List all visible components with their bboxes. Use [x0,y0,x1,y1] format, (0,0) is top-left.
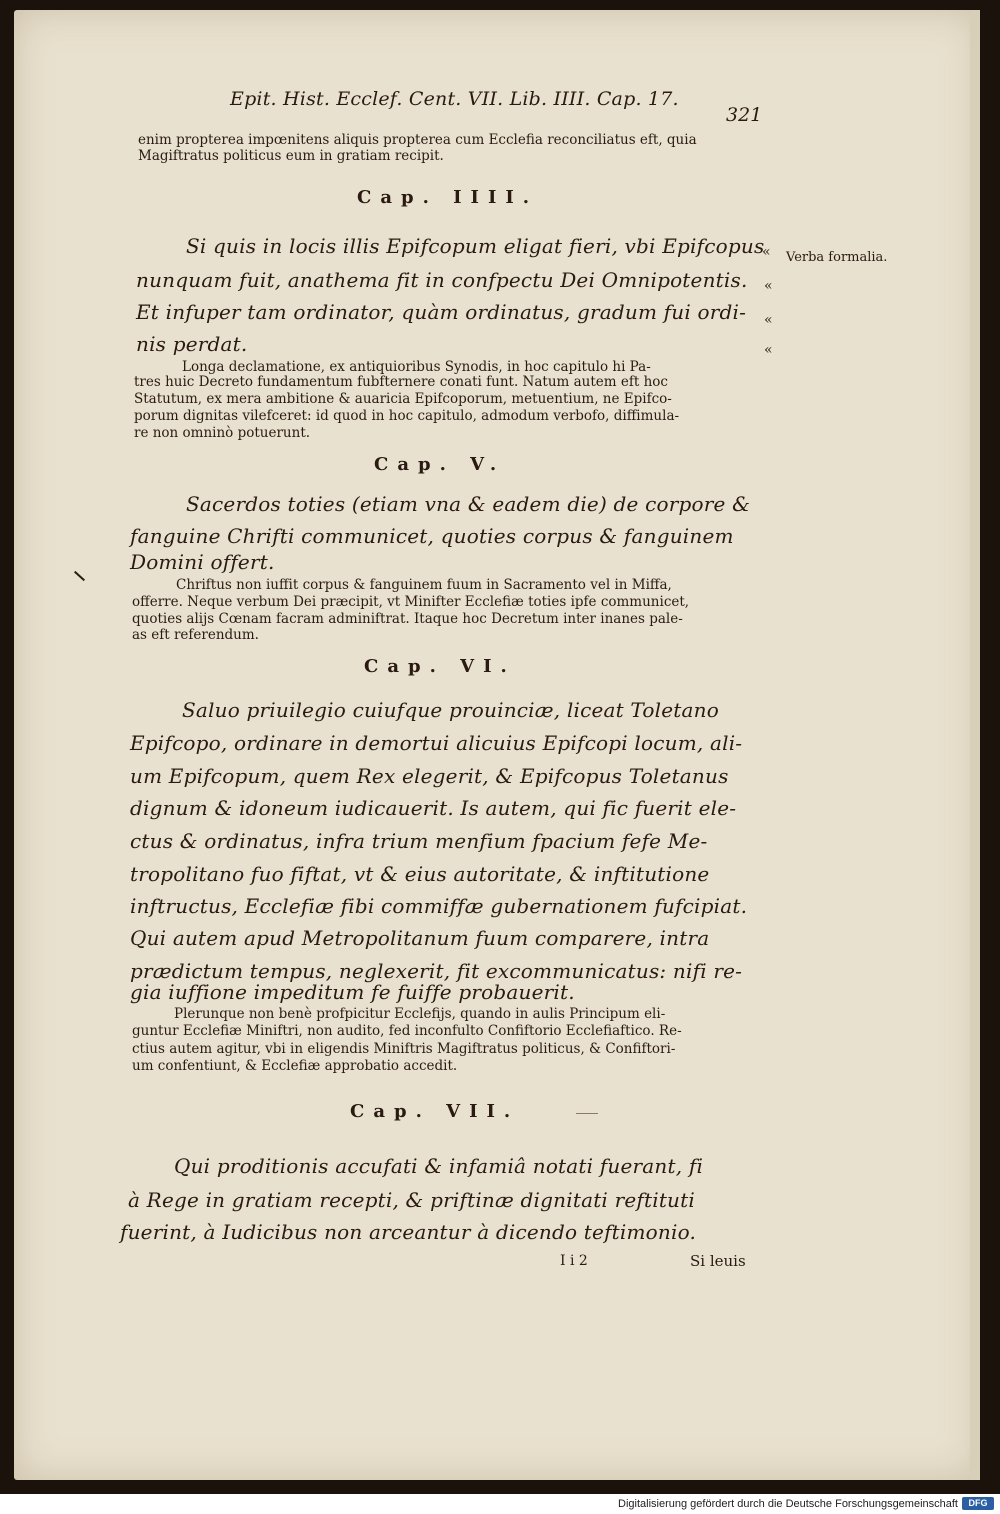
quote-mark: « [764,278,773,294]
decree-line: gia iuffione impeditum fe fuiffe probauerit. [130,980,575,1004]
intro-line: Magiftratus politicus eum in gratiam recipit. [138,148,444,164]
margin-note: Verba formalia. [786,250,888,265]
comment-line: as eft referendum. [132,627,259,643]
decree-line: fanguine Chrifti communicet, quoties corpus & fanguinem [130,524,734,548]
comment-line: Chriftus non iuffit corpus & fanguinem fuum in Sacramento vel in Miffa, [176,577,672,593]
decree-line: inftructus, Ecclefiæ fibi commiffæ gubernationem fufcipiat. [130,894,748,918]
decree-line: dignum & idoneum iudicauerit. Is autem, qui fic fuerit ele- [130,796,737,820]
decree-line: Domini offert. [130,550,275,574]
chapter-heading: Cap. VII. [350,1101,520,1122]
chapter-heading: Cap. VI. [364,656,516,677]
digitization-credit: Digitalisierung gefördert durch die Deutsche Forschungsgemeinschaft [618,1498,958,1510]
signature-mark: I i 2 [560,1253,588,1269]
ink-stroke [576,1113,598,1114]
comment-line: guntur Ecclefiæ Miniftri, non audito, fed inconfulto Confiftorio Ecclefiaftico. Re- [132,1023,682,1039]
quote-mark: « [764,342,773,358]
comment-line: um confentiunt, & Ecclefiæ approbatio accedit. [132,1058,458,1074]
comment-line: ctius autem agitur, vbi in eligendis Miniftris Magiftratus politicus, & Confiftori- [132,1041,676,1057]
chapter-heading: Cap. IIII. [357,187,539,208]
chapter-heading: Cap. V. [374,454,506,475]
page-number: 321 [726,104,763,126]
decree-line: Qui proditionis accufati & infamiâ notati fuerant, fi [174,1154,704,1178]
decree-line: nis perdat. [136,332,248,356]
decree-line: ctus & ordinatus, infra trium menfium fpacium fefe Me- [130,829,708,853]
dfg-logo-icon: DFG [962,1497,994,1510]
running-head: Epit. Hist. Ecclef. Cent. VII. Lib. IIII. Cap. 17. [230,88,679,110]
decree-line: nunquam fuit, anathema fit in confpectu Dei Omnipotentis. [136,268,748,292]
quote-mark: « [764,312,773,328]
intro-line: enim propterea impœnitens aliquis propterea cum Ecclefia reconciliatus eft, quia [138,132,697,148]
decree-line: Qui autem apud Metropolitanum fuum comparere, intra [130,926,710,950]
catchword: Si leuis [690,1252,746,1270]
decree-line: Et infuper tam ordinator, quàm ordinatus, gradum fui ordi- [136,300,747,324]
page-edge [970,10,980,1480]
comment-line: porum dignitas vilefceret: id quod in hoc capitulo, admodum verbofo, diffimula- [134,408,680,424]
decree-line: tropolitano fuo fiftat, vt & eius autoritate, & inftitutione [130,862,710,886]
decree-line: Saluo priuilegio cuiufque prouinciæ, liceat Toletano [182,698,719,722]
decree-line: Sacerdos toties (etiam vna & eadem die) de corpore & [186,492,751,516]
decree-line: à Rege in gratiam recepti, & priftinæ dignitati reftituti [128,1188,695,1212]
comment-line: Longa declamatione, ex antiquioribus Synodis, in hoc capitulo hi Pa- [182,359,651,375]
comment-line: tres huic Decreto fundamentum fubfternere conati funt. Natum autem eft hoc [134,374,668,390]
comment-line: Plerunque non benè profpicitur Ecclefijs, quando in aulis Principum eli- [174,1006,666,1022]
comment-line: re non omninò potuerunt. [134,425,311,441]
decree-line: Si quis in locis illis Epifcopum eligat fieri, vbi Epifcopus [186,234,765,258]
comment-line: quoties alijs Cœnam facram adminiftrat. Itaque hoc Decretum inter inanes pale- [132,611,683,627]
comment-line: Statutum, ex mera ambitione & auaricia Epifcoporum, metuentium, ne Epifco- [134,391,672,407]
decree-line: prædictum tempus, neglexerit, fit excommunicatus: nifi re- [130,959,743,983]
decree-line: Epifcopo, ordinare in demortui alicuius Epifcopi locum, ali- [130,731,743,755]
quote-mark: « [762,244,771,260]
decree-line: um Epifcopum, quem Rex elegerit, & Epifcopus Toletanus [130,764,729,788]
comment-line: offerre. Neque verbum Dei præcipit, vt Minifter Ecclefiæ toties ipfe communicet, [132,594,690,610]
decree-line: fuerint, à Iudicibus non arceantur à dicendo teftimonio. [120,1220,697,1244]
